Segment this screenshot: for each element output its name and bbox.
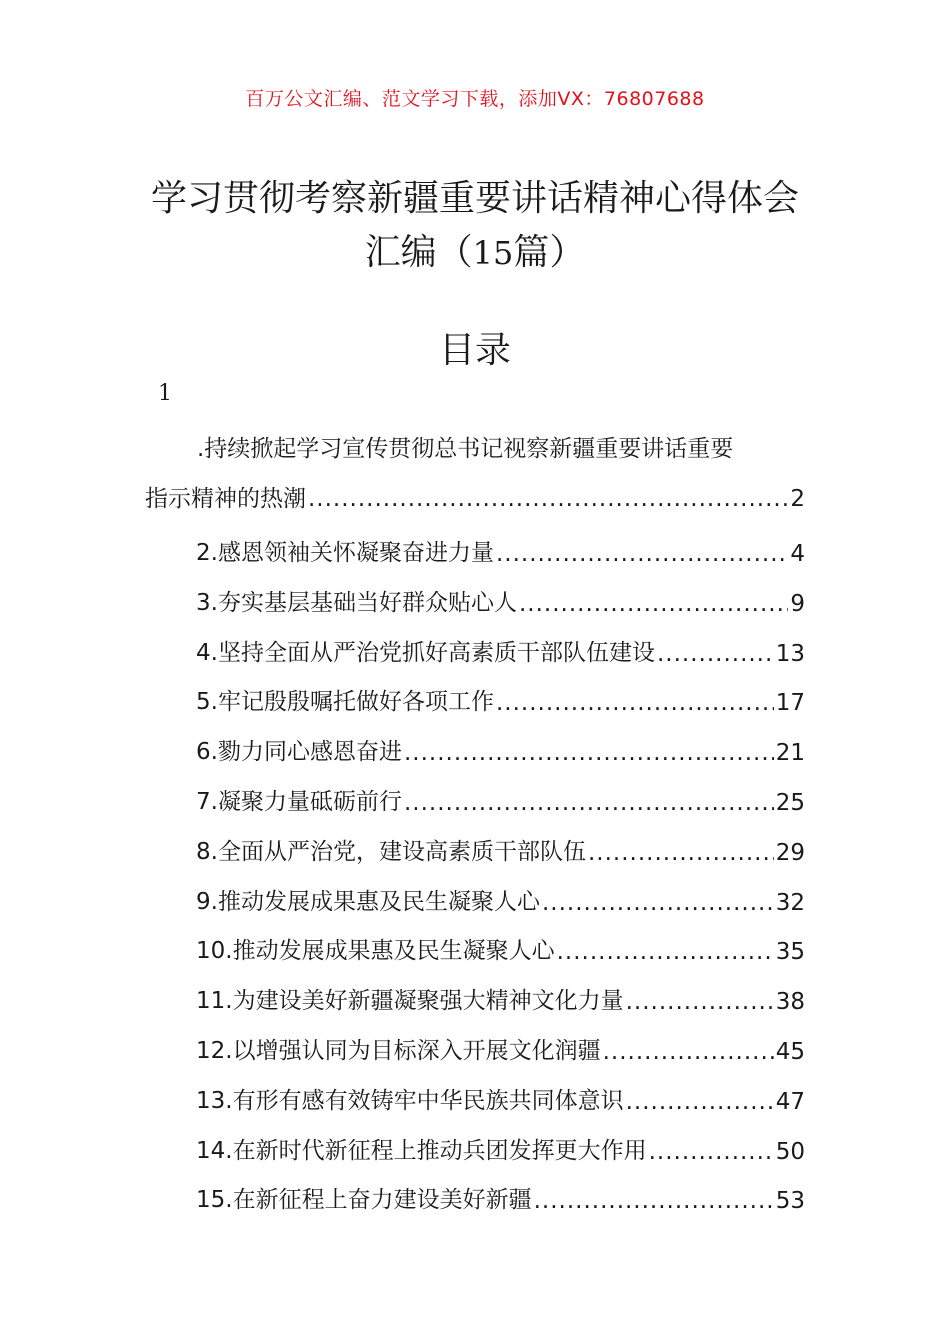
toc-entry-label: 6.勠力同心感恩奋进: [196, 739, 402, 766]
toc-entry-12[interactable]: [196, 1025, 805, 1065]
title-line-2: [0, 226, 950, 280]
toc-entry-page: 9: [790, 590, 805, 617]
toc-entry-3[interactable]: [196, 577, 805, 617]
toc-entry-14[interactable]: [196, 1125, 805, 1165]
toc-leader-dots: [626, 1089, 774, 1115]
toc-entry-page: 29: [775, 839, 805, 866]
toc-entry-page: 38: [775, 989, 805, 1016]
toc-entry-page: 50: [775, 1138, 805, 1165]
toc-entry-15[interactable]: [196, 1174, 805, 1214]
toc-leader-dots: [657, 641, 774, 667]
toc-entry-page: 35: [775, 939, 805, 966]
toc-entry-11[interactable]: [196, 975, 805, 1015]
toc-entry-page: 32: [775, 889, 805, 916]
toc-entry-page: 17: [775, 690, 805, 717]
toc-leader-dots: [308, 474, 788, 524]
toc-leader-dots: [404, 790, 774, 816]
toc-entry-5[interactable]: [196, 676, 805, 716]
toc-entry-1-label: 指示精神的热潮: [145, 486, 306, 512]
toc-entry-label: 2.感恩领袖关怀凝聚奋进力量: [196, 540, 494, 566]
toc-entry-13[interactable]: [196, 1075, 805, 1115]
toc-leader-dots: [588, 840, 774, 866]
document-title: [0, 172, 950, 280]
toc-entry-label: 13.有形有感有效铸牢中华民族共同体意识: [196, 1087, 624, 1114]
title-line-2-suffix: 篇）: [513, 232, 586, 273]
toc-entry-7[interactable]: [196, 776, 805, 816]
toc-entry-label: 4.坚持全面从严治党抓好高素质干部队伍建设: [196, 639, 655, 666]
toc-entry-4[interactable]: [196, 627, 805, 667]
toc-entry-page: 25: [775, 790, 805, 816]
toc-entry-page: 21: [775, 740, 805, 767]
title-line-1: 学习贯彻考察新疆重要讲话精神心得体会: [150, 178, 799, 219]
toc-entry-9[interactable]: [196, 876, 805, 916]
toc-entry-page: 53: [775, 1188, 805, 1215]
toc-leader-dots: [557, 939, 774, 965]
toc-entry-label: 8.全面从严治党，建设高素质干部队伍: [196, 838, 586, 865]
toc-leader-dots: [496, 541, 788, 567]
toc-entry-1-line-2: [145, 474, 805, 524]
toc-leader-dots: [626, 989, 774, 1015]
toc-leader-dots: [649, 1139, 774, 1165]
toc-entry-1-page: 2: [790, 486, 805, 512]
toc-entry-label: 11.为建设美好新疆凝聚强大精神文化力量: [196, 988, 624, 1015]
toc-entry-1[interactable]: [145, 424, 805, 524]
toc-entry-page: 45: [775, 1039, 805, 1065]
toc-entry-label: 9.推动发展成果惠及民生凝聚人心: [196, 888, 540, 915]
toc-entry-label: 15.在新征程上奋力建设美好新疆: [196, 1187, 532, 1214]
toc-leader-dots: [603, 1039, 774, 1065]
toc-entry-10[interactable]: [196, 925, 805, 965]
toc-entry-label: 5.牢记殷殷嘱托做好各项工作: [196, 689, 494, 716]
toc-entry-6[interactable]: [196, 726, 805, 766]
toc-entry-1-line-1: .持续掀起学习宣传贯彻总书记视察新疆重要讲话重要: [197, 436, 734, 462]
toc-leader-dots: [534, 1188, 774, 1214]
toc-leader-dots: [496, 690, 774, 716]
toc-entry-label: 12.以增强认同为目标深入开展文化润疆: [196, 1038, 601, 1064]
promo-banner: 百万公文汇编、范文学习下载，添加VX：76807688: [245, 88, 705, 110]
toc-leader-dots: [519, 591, 788, 617]
title-count: 15: [472, 234, 514, 272]
toc-entry-2[interactable]: [196, 527, 805, 567]
toc-entry-page: 47: [775, 1088, 805, 1115]
title-line-2-prefix: 汇编（: [364, 232, 473, 273]
toc-heading: 目录: [438, 330, 511, 371]
toc-leader-dots: [404, 740, 774, 766]
toc-entry-8[interactable]: [196, 826, 805, 866]
toc-entry-page: 4: [790, 541, 805, 567]
toc-entry-label: 3.夯实基层基础当好群众贴心人: [196, 589, 517, 616]
toc-entry-label: 14.在新时代新征程上推动兵团发挥更大作用: [196, 1137, 647, 1164]
toc-stray-number: 1: [158, 381, 172, 406]
toc-entry-label: 7.凝聚力量砥砺前行: [196, 789, 402, 815]
toc-entry-label: 10.推动发展成果惠及民生凝聚人心: [196, 938, 555, 965]
toc-entry-page: 13: [775, 640, 805, 667]
toc-leader-dots: [542, 890, 774, 916]
